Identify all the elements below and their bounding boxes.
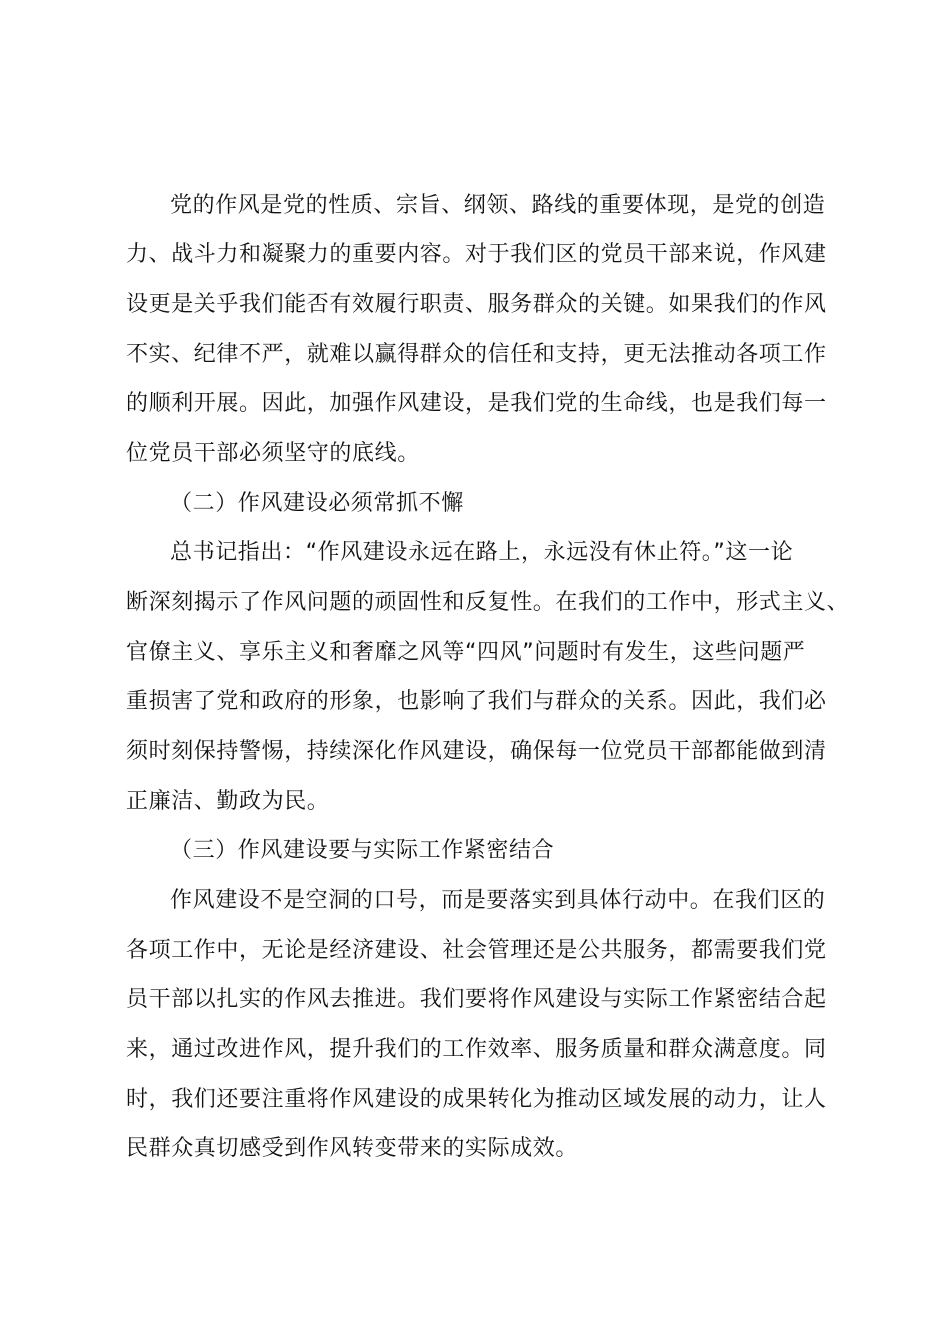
section-heading-2: （二）作风建设必须常抓不懈 <box>170 491 464 516</box>
paragraph-2-line-4: 重损害了党和政府的形象，也影响了我们与群众的关系。因此，我们必 <box>126 689 827 714</box>
paragraph-1-line-2: 力、战斗力和凝聚力的重要内容。对于我们区的党员干部来说，作风建 <box>126 242 827 267</box>
paragraph-1-line-5: 的顺利开展。因此，加强作风建设，是我们党的生命线，也是我们每一 <box>126 391 827 416</box>
paragraph-1-line-3: 设更是关乎我们能否有效履行职责、服务群众的关键。如果我们的作风 <box>126 292 827 317</box>
paragraph-1-line-6: 位党员干部必须坚守的底线。 <box>126 441 420 466</box>
paragraph-3-line-6: 民群众真切感受到作风转变带来的实际成效。 <box>126 1136 579 1161</box>
paragraph-2-line-2: 断深刻揭示了作风问题的顽固性和反复性。在我们的工作中，形式主义、 <box>126 590 850 615</box>
paragraph-3-line-5: 时，我们还要注重将作风建设的成果转化为推动区域发展的动力，让人 <box>126 1087 827 1112</box>
paragraph-1-line-4: 不实、纪律不严，就难以赢得群众的信任和支持，更无法推动各项工作 <box>126 342 827 367</box>
paragraph-3-line-3: 员干部以扎实的作风去推进。我们要将作风建设与实际工作紧密结合起 <box>126 987 827 1012</box>
paragraph-3-line-2: 各项工作中，无论是经济建设、社会管理还是公共服务，都需要我们党 <box>126 938 827 963</box>
paragraph-3-line-4: 来，通过改进作风，提升我们的工作效率、服务质量和群众满意度。同 <box>126 1037 827 1062</box>
paragraph-3-line-1: 作风建设不是空洞的口号，而是要落实到具体行动中。在我们区的 <box>170 888 826 913</box>
section-heading-3: （三）作风建设要与实际工作紧密结合 <box>170 838 555 863</box>
paragraph-2-line-1: 总书记指出：“作风建设永远在路上，永远没有休止符。”这一论 <box>170 540 794 565</box>
paragraph-2-line-5: 须时刻保持警惕，持续深化作风建设，确保每一位党员干部都能做到清 <box>126 739 827 764</box>
paragraph-2-line-3: 官僚主义、享乐主义和奢靡之风等“四风”问题时有发生，这些问题严 <box>126 640 806 665</box>
paragraph-1-line-1: 党的作风是党的性质、宗旨、纲领、路线的重要体现，是党的创造 <box>170 193 826 218</box>
paragraph-2-line-6: 正廉洁、勤政为民。 <box>126 789 330 814</box>
